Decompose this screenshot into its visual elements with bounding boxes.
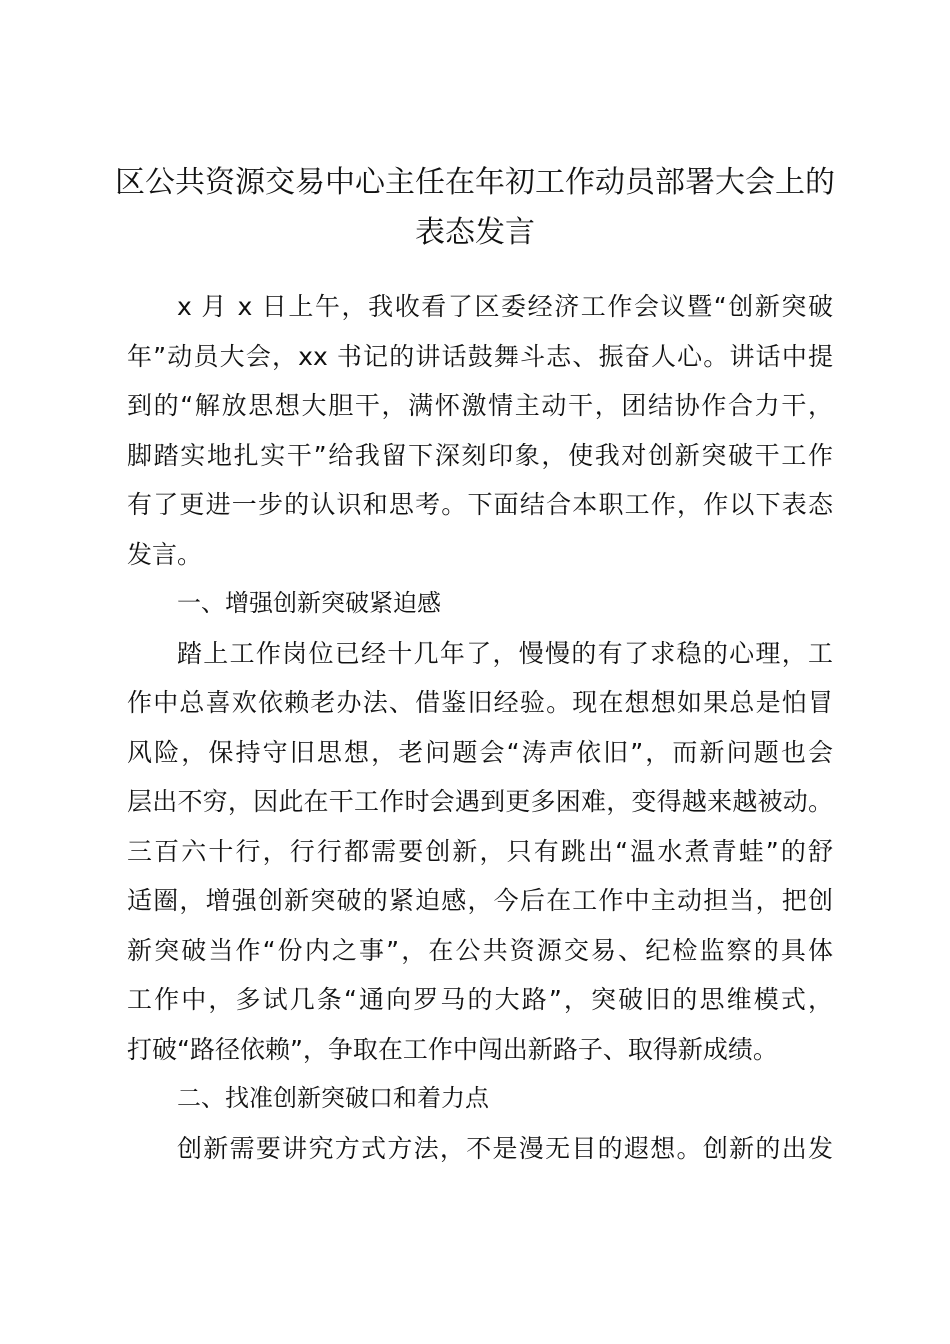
text-line: 发言。 [127,539,203,569]
text-line: 工作中，多试几条“通向罗马的大路”，突破旧的思维模式， [127,985,833,1014]
text-line: 创新需要讲究方式方法，不是漫无目的遐想。创新的出发 [177,1133,833,1163]
section-heading-1: 一、增强创新突破紧迫感 [177,589,441,617]
paragraph-3 [127,1124,833,1174]
text-line: 脚踏实地扎实干”给我留下深刻印象，使我对创新突破干工作 [127,440,833,470]
text-line: 作中总喜欢依赖老办法、借鉴旧经验。现在想想如果总是怕冒 [127,688,833,717]
text-line: 打破“路径依赖”，争取在工作中闯出新路子、取得新成绩。 [127,1034,778,1064]
text-line: 层出不穷，因此在干工作时会遇到更多困难，变得越来越被动。 [127,787,833,816]
text-line: x 月 x 日上午，我收看了区委经济工作会议暨“创新突破 [177,292,833,321]
text-line: 新突破当作“份内之事”，在公共资源交易、纪检监察的具体 [127,935,833,965]
document-body [127,282,833,1173]
text-line: 风险，保持守旧思想，老问题会“涛声依旧”，而新问题也会 [127,737,833,767]
document-title-line-1: 区公共资源交易中心主任在年初工作动员部署大会上的 [115,165,835,200]
section-heading-2: 二、找准创新突破口和着力点 [177,1084,489,1112]
document-title-line-2: 表态发言 [415,215,535,250]
text-line: 到的“解放思想大胆干，满怀激情主动干，团结协作合力干， [127,391,833,420]
text-line: 踏上工作岗位已经十几年了，慢慢的有了求稳的心理，工 [177,638,833,668]
text-line: 有了更进一步的认识和思考。下面结合本职工作，作以下表态 [127,490,833,519]
text-line: 年”动员大会，xx 书记的讲话鼓舞斗志、振奋人心。讲话中提 [127,341,833,371]
text-line: 适圈，增强创新突破的紧迫感，今后在工作中主动担当，把创 [127,886,833,915]
paragraph-2 [127,629,833,1075]
text-line: 三百六十行，行行都需要创新，只有跳出“温水煮青蛙”的舒 [127,836,833,866]
paragraph-1 [127,282,833,579]
